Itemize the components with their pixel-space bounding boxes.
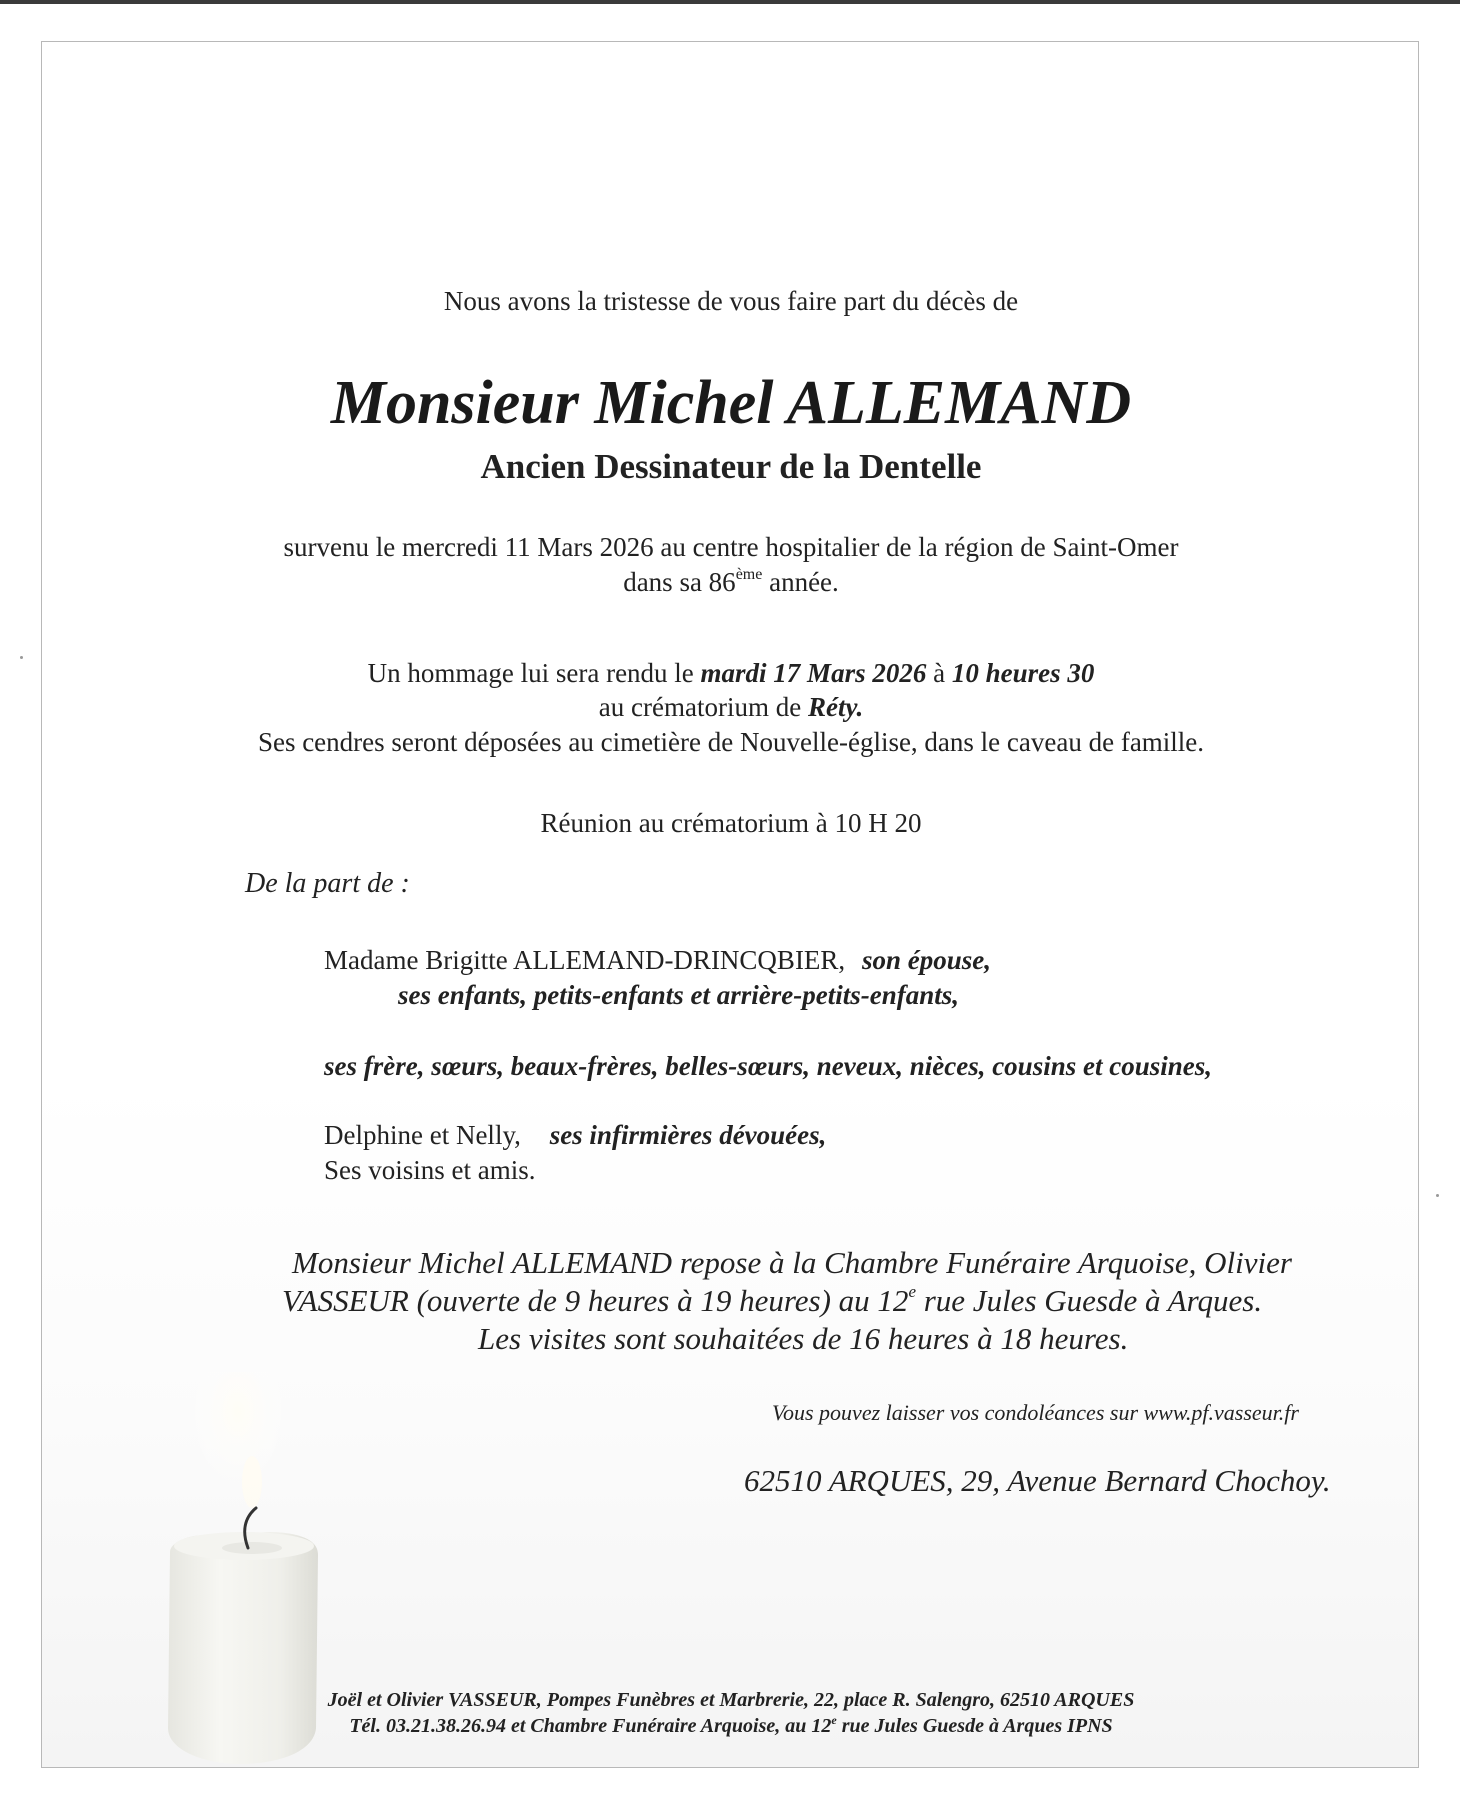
scan-speck [1436,1194,1439,1197]
age-suffix: année. [769,567,839,597]
hommage-prefix: Un hommage lui sera rendu le [367,658,694,688]
scan-speck [20,656,23,659]
condolences-line: Vous pouvez laisser vos condoléances sur www.pf.vasseur.fr [772,1400,1299,1425]
visitation-line-2-ordinal: e [908,1282,916,1301]
ashes-line: Ses cendres seront déposées au cimetière de Nouvelle-église, dans le caveau de famille. [257,727,1205,757]
death-line-2 [42,566,1419,597]
footer-line-1: Joël et Olivier VASSEUR, Pompes Funèbres et Marbrerie, 22, place R. Salengro, 62510 ARQUES [327,1689,1135,1711]
visitation-line-2-suffix: rue Jules Guesde à Arques. [923,1283,1263,1318]
visitation-line-2-prefix: VASSEUR (ouverte de 9 heures à 19 heures) au 12 [282,1283,909,1318]
spouse-role: son épouse, [861,945,991,975]
footer-line-2-suffix: rue Jules Guesde à Arques IPNS [841,1715,1113,1737]
age-prefix: dans sa 86 [623,567,736,597]
deceased-name: Monsieur Michel ALLEMAND [330,369,1132,437]
address-line: 62510 ARQUES, 29, Avenue Bernard Chochoy. [744,1463,1331,1498]
visitation-line-3: Les visites sont souhaitées de 16 heures à 18 heures. [478,1321,1129,1356]
visitation-line-2 [282,1282,1263,1318]
nurses-names: Delphine et Nelly, [324,1120,521,1150]
announcement-frame [41,41,1419,1768]
spouse-line [324,947,991,974]
nurses-line [324,1122,826,1149]
intro-line: Nous avons la tristesse de vous faire part du décès de [443,286,1019,316]
age-ordinal: ème [735,566,763,583]
reunion-line: Réunion au crématorium à 10 H 20 [540,808,922,838]
siblings-line: ses frère, sœurs, beaux-frères, belles-sœurs, neveux, nièces, cousins et cousines, [324,1051,1212,1081]
hommage-line [42,660,1419,687]
spouse-name: Madame Brigitte ALLEMAND-DRINCQBIER, [324,945,846,975]
footer-line-2-ordinal: e [831,1713,837,1727]
from-label: De la part de : [245,868,410,899]
children-line: ses enfants, petits-enfants et arrière-petits-enfants, [398,980,959,1010]
deceased-title: Ancien Dessinateur de la Dentelle [480,447,982,486]
hommage-time: 10 heures 30 [951,658,1095,688]
hommage-at: à [933,658,946,688]
crematorium-place: Réty. [807,692,864,722]
crematorium-prefix: au crématorium de [598,692,802,722]
footer-line-2-prefix: Tél. 03.21.38.26.94 et Chambre Funéraire Arquoise, au 12 [349,1715,832,1737]
crematorium-line [42,694,1419,721]
neighbors-line: Ses voisins et amis. [324,1155,536,1185]
hommage-date: mardi 17 Mars 2026 [700,658,927,688]
footer-line-2 [42,1713,1419,1737]
nurses-role: ses infirmières dévouées, [549,1120,827,1150]
death-line-1: survenu le mercredi 11 Mars 2026 au centre hospitalier de la région de Saint-Omer [283,532,1179,562]
top-scan-edge [0,0,1460,4]
visitation-line-1: Monsieur Michel ALLEMAND repose à la Chambre Funéraire Arquoise, Olivier [292,1245,1292,1280]
